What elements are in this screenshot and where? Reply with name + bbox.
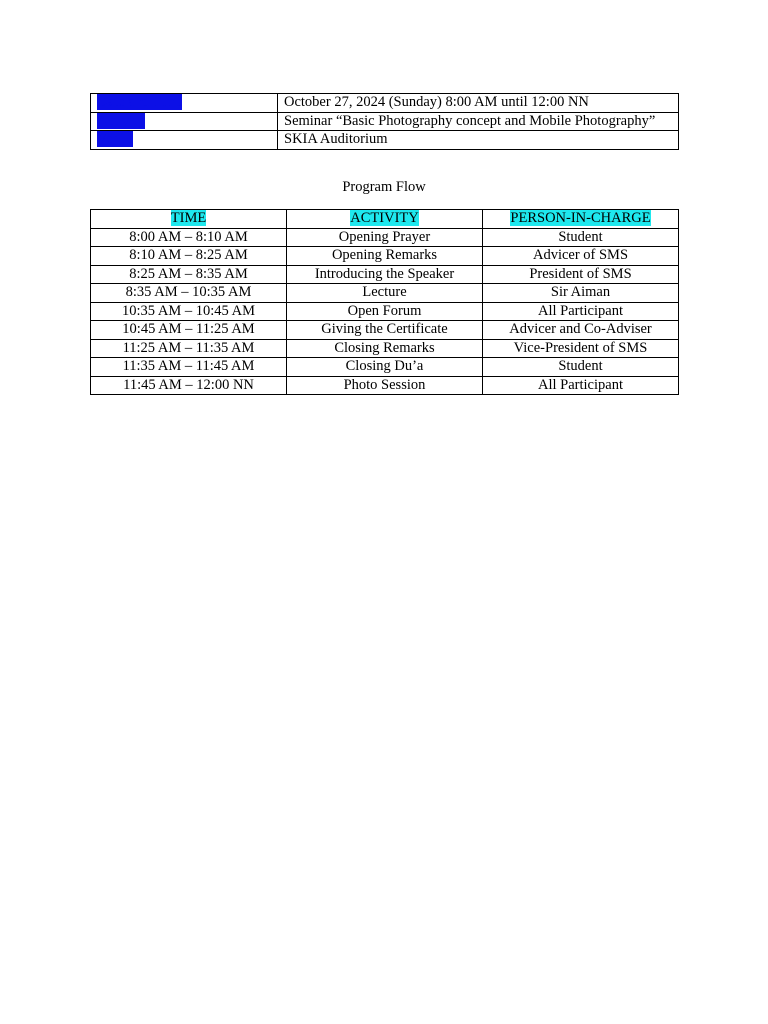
info-value-venue: SKIA Auditorium — [278, 131, 679, 150]
person-cell: President of SMS — [483, 265, 679, 284]
table-row — [91, 228, 679, 247]
activity-cell: Opening Prayer — [287, 228, 483, 247]
person-cell: Advicer and Co-Adviser — [483, 321, 679, 340]
info-value-activity: Seminar “Basic Photography concept and Mobile Photography” — [278, 112, 679, 131]
info-row-date-time — [91, 94, 679, 113]
person-cell: All Participant — [483, 302, 679, 321]
activity-cell: Photo Session — [287, 376, 483, 395]
time-cell: 8:35 AM – 10:35 AM — [91, 284, 287, 303]
header-person-in-charge: PERSON-IN-CHARGE — [510, 210, 651, 226]
info-label-cell — [91, 94, 278, 113]
time-cell: 8:00 AM – 8:10 AM — [91, 228, 287, 247]
time-cell: 11:45 AM – 12:00 NN — [91, 376, 287, 395]
header-cell — [483, 210, 679, 229]
table-row — [91, 376, 679, 395]
person-cell: Vice-President of SMS — [483, 339, 679, 358]
table-row — [91, 339, 679, 358]
activity-cell: Closing Remarks — [287, 339, 483, 358]
table-row — [91, 284, 679, 303]
info-row-venue — [91, 131, 679, 150]
header-cell — [91, 210, 287, 229]
activity-cell: Opening Remarks — [287, 247, 483, 266]
person-cell: Sir Aiman — [483, 284, 679, 303]
time-cell: 10:35 AM – 10:45 AM — [91, 302, 287, 321]
activity-cell: Introducing the Speaker — [287, 265, 483, 284]
table-row — [91, 321, 679, 340]
time-cell: 8:10 AM – 8:25 AM — [91, 247, 287, 266]
time-cell: 8:25 AM – 8:35 AM — [91, 265, 287, 284]
table-row — [91, 265, 679, 284]
event-info-table — [90, 93, 679, 150]
person-cell: All Participant — [483, 376, 679, 395]
time-cell: 11:25 AM – 11:35 AM — [91, 339, 287, 358]
time-cell: 11:35 AM – 11:45 AM — [91, 358, 287, 377]
header-time: TIME — [170, 210, 207, 226]
info-label-venue: Venue — [97, 131, 134, 147]
info-label-date-time: Date and Time — [97, 94, 183, 110]
table-header-row — [91, 210, 679, 229]
info-label-activity: Activity — [97, 112, 145, 129]
table-row — [91, 302, 679, 321]
person-cell: Student — [483, 228, 679, 247]
info-label-cell — [91, 112, 278, 131]
table-row — [91, 247, 679, 266]
info-value-date-time: October 27, 2024 (Sunday) 8:00 AM until 12:00 NN — [278, 94, 679, 113]
activity-cell: Closing Du’a — [287, 358, 483, 377]
activity-cell: Giving the Certificate — [287, 321, 483, 340]
table-row — [91, 358, 679, 377]
activity-cell: Lecture — [287, 284, 483, 303]
header-activity: ACTIVITY — [350, 210, 419, 226]
info-label-cell — [91, 131, 278, 150]
person-cell: Student — [483, 358, 679, 377]
activity-cell: Open Forum — [287, 302, 483, 321]
program-flow-title: Program Flow — [342, 179, 426, 195]
person-cell: Advicer of SMS — [483, 247, 679, 266]
time-cell: 10:45 AM – 11:25 AM — [91, 321, 287, 340]
program-flow-table — [90, 209, 679, 395]
header-cell — [287, 210, 483, 229]
info-row-activity — [91, 112, 679, 131]
